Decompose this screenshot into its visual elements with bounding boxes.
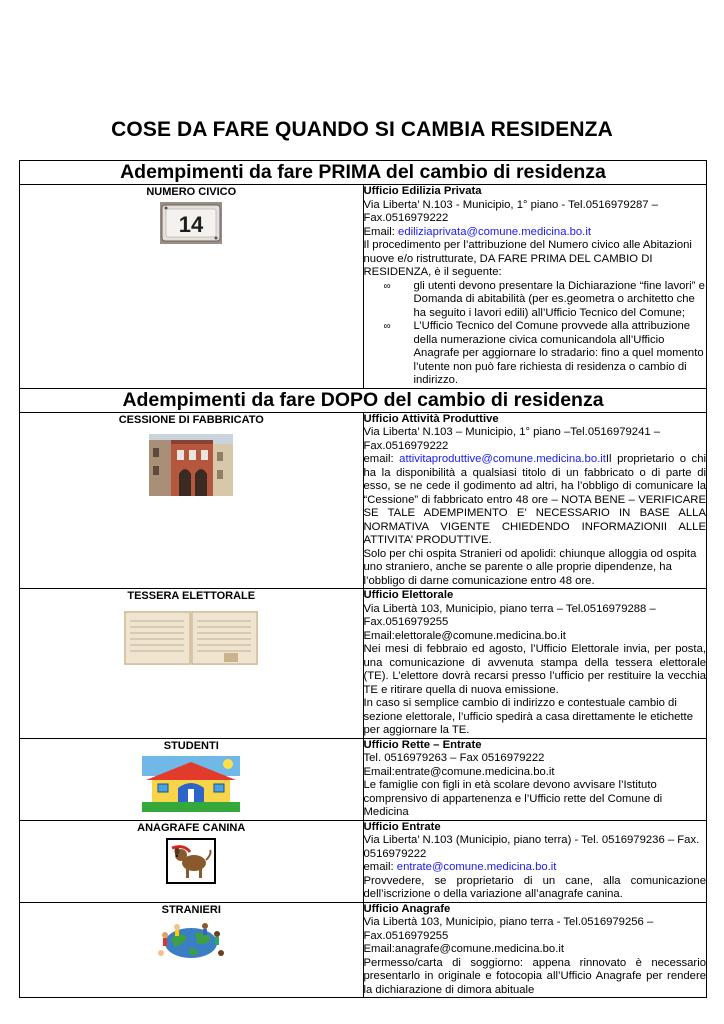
office-email-line: [364, 861, 707, 875]
dog-icon: [166, 838, 216, 884]
cessione-text: [364, 453, 707, 548]
table-row: [20, 185, 707, 389]
page-title: COSE DA FARE QUANDO SI CAMBIA RESIDENZA: [111, 118, 613, 141]
category-label: STUDENTI: [163, 739, 219, 752]
category-cell: [20, 589, 364, 739]
info-paragraph: Le famiglie con figli in età scolare devono avvisare l’Istituto comprensivo di appartenenza e l’Ufficio rette del Comune di Medicina: [363, 779, 663, 818]
requirements-table: [19, 160, 707, 998]
foreigners-note: Solo per chi ospita Stranieri od apolidi: chiunque alloggia od ospita uno straniero, anche se parente o alle proprie dipendenze, ha l’obbligo di darne comunicazione entro 48 ore.: [363, 547, 697, 587]
procedure-text: Il procedimento per l’attribuzione del Numero civico alle Abitazioni nuove e/o ristrutturate, DA FARE PRIMA DEL CAMBIO DI RESIDENZA, è il seguente:: [363, 239, 692, 278]
category-label: ANAGRAFE CANINA: [137, 821, 246, 834]
infinity-bullet-icon: ∞: [383, 280, 391, 292]
infinity-bullet-icon: ∞: [383, 321, 391, 332]
office-email-line: Email:elettorale@comune.medicina.bo.it: [363, 629, 566, 642]
category-label: STRANIERI: [161, 903, 221, 916]
list-item: ∞ L’Ufficio Tecnico del Comune provvede alla attribuzione della numerazione civica comunicandola all’Ufficio Anagrafe per aggiornare lo stradario: fino a quel momento l’utente non può fare richiesta di residenza o cambio di indirizzo.: [383, 320, 704, 386]
office-address: Tel. 0516979263 – Fax 0516979222: [363, 752, 545, 764]
category-label: TESSERA ELETTORALE: [127, 590, 256, 602]
category-cell: [20, 185, 364, 389]
info-cell: [363, 185, 707, 389]
house-number-image: [160, 202, 222, 244]
office-address: Via Liberta’ N.103 - Municipio, 1° piano - Tel.0516979287 – Fax.0516979222: [363, 198, 658, 224]
category-cell: [20, 902, 364, 998]
info-paragraph: In caso si semplice cambio di indirizzo e contestuale cambio di sezione elettorale, l’ufficio spedirà a casa direttamente le etichette per aggiornare la TE.: [363, 697, 693, 736]
info-cell: [363, 738, 707, 820]
globe-people-image: [153, 919, 229, 961]
section-heading-after: Adempimenti da fare DOPO del cambio di residenza: [20, 388, 707, 412]
table-row: [20, 412, 707, 589]
cessione-description: Il proprietario o chi ha la disponibilità a qualsiasi titolo di un fabbricato o di parte di esso, se ne cede il godimento ad altri, ha l’obbligo di comunicare la “Cessione” di fabbricato entro 48 ore – NOTA BENE – VERIFICARE SE TALE ADEMPIMENTO E’ NECESSARIO IN BASE ALLA NORMATIVA VIGENTE CHIEDENDO INFORMAZIONII ALLE ATTIVITA’ PRODUTTIVE.: [363, 453, 706, 546]
email-prefix: email:: [363, 453, 400, 465]
email-link[interactable]: entrate@comune.medicina.bo.it: [396, 861, 557, 873]
office-name: Ufficio Attività Produttive: [363, 412, 499, 425]
info-paragraph: Permesso/carta di soggiorno: appena rinnovato è necessario presentarlo in originale e fotocopia all’Ufficio Anagrafe per rendere la dichiarazione di dimora abituale: [363, 956, 706, 996]
table-row: [20, 902, 707, 998]
office-address: Via Libertà 103, Municipio, piano terra - Tel.0516979256 – Fax.0516979255: [363, 916, 654, 942]
category-label: NUMERO CIVICO: [146, 186, 237, 198]
building-photo: [149, 434, 233, 496]
category-cell: [20, 820, 364, 902]
category-cell: [20, 412, 364, 589]
office-email-line: Email:entrate@comune.medicina.bo.it: [363, 765, 555, 778]
table-row: [20, 820, 707, 902]
office-name: Ufficio Rette – Entrate: [363, 738, 482, 751]
category-cell: [20, 738, 364, 820]
office-email-line: [364, 226, 707, 240]
office-name: Ufficio Elettorale: [363, 589, 454, 601]
office-address: Via Liberta’ N.103 (Municipio, piano terra) - Tel. 0516979236 – Fax. 0516979222: [363, 834, 700, 860]
office-name: Ufficio Anagrafe: [363, 902, 451, 915]
info-paragraph: Provvedere, se proprietario di un cane, alla comunicazione dell’iscrizione o della variazione all’anagrafe canina.: [363, 874, 706, 900]
category-label: CESSIONE DI FABBRICATO: [118, 413, 264, 426]
email-prefix: email:: [363, 861, 397, 873]
school-image: [142, 756, 240, 812]
table-row: [20, 589, 707, 739]
info-cell: [363, 820, 707, 902]
info-paragraph: Nei mesi di febbraio ed agosto, l’Ufficio Elettorale invia, per posta, una comunicazione di avvenuta stampa della tessera elettorale (TE). L’elettore dovrà recarsi presso l’ufficio per restituire la vecchia TE e ritirare quella di nuova emissione.: [363, 643, 706, 696]
office-address: Via Libertà 103, Municipio, piano terra – Tel.0516979288 – Fax.0516979255: [363, 602, 656, 628]
info-cell: [363, 412, 707, 589]
voter-card-image: [124, 611, 258, 665]
info-cell: [363, 589, 707, 739]
email-link[interactable]: ediliziaprivata@comune.medicina.bo.it: [398, 225, 591, 238]
office-email-line: Email:anagrafe@comune.medicina.bo.it: [363, 943, 564, 955]
list-item: ∞ gli utenti devono presentare la Dichiarazione “fine lavori” e Domanda di abitabilità (per es.geometra o architetto che ha seguito i lavori edili) all’Ufficio Tecnico del Comune;: [383, 279, 705, 319]
svg-text:14: 14: [179, 212, 204, 237]
office-address: Via Liberta’ N.103 – Municipio, 1° piano –Tel.0516979241 – Fax.0516979222: [363, 426, 661, 452]
email-link[interactable]: attivitaproduttive@comune.medicina.bo.it: [399, 453, 606, 465]
section-heading-before: Adempimenti da fare PRIMA del cambio di residenza: [20, 161, 707, 185]
table-row: [20, 738, 707, 820]
email-prefix: Email:: [363, 225, 399, 238]
procedure-list: [364, 280, 707, 388]
info-cell: [363, 902, 707, 998]
office-name: Ufficio Entrate: [363, 820, 441, 833]
office-name: Ufficio Edilizia Privata: [363, 185, 482, 197]
